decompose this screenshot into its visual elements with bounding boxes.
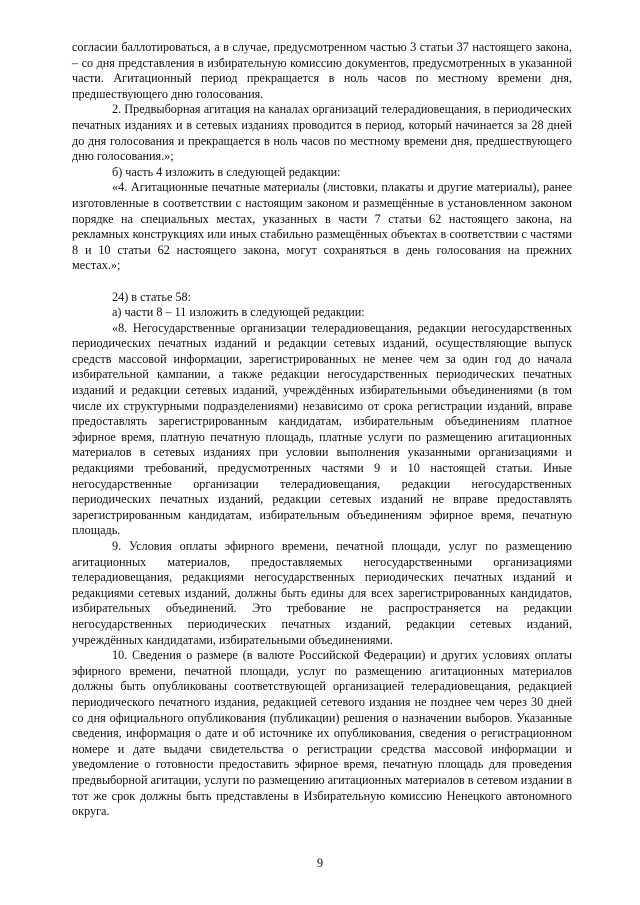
paragraph-subitem-b: б) часть 4 изложить в следующей редакции: <box>112 164 341 179</box>
paragraph-part-10: 10. Сведения о размере (в валюте Российской Федерации) и других условиях оплаты эфирного времени, печатной площади, услуг по размещению агитационных материалов должны быть опубликованы соответствующей организацией телерадиовещания, редакцией периодического печатного издания, редакцией сетевого издания не позднее чем через 30 дней со дня официального опубликования (публикации) решения о назначении выборов. Указанные сведения, информация о дате и об источнике их опубликования, сведения о регистрационном номере и дате выдачи свидетельства о регистрации средства массовой информации и уведомление о готовности предоставить эфирное время, печатную площадь для проведения предвыборной агитации, услуги по размещению агитационных материалов в сетевом издании в тот же срок должны быть представлены в Избирательную комиссию Ненецкого автономного округа. <box>72 648 572 819</box>
paragraph-part-9: 9. Условия оплаты эфирного времени, печатной площади, услуг по размещению агитационных материалов, предоставляемых негосударственными организациями телерадиовещания, редакциями негосударственных периодических печатных изданий и редакциями сетевых изданий, должны быть едины для всех зарегистрированных кандидатов, избирательных объединений. Это требование не распространяется на редакции негосударственных периодических печатных изданий, редакции сетевых изданий, учреждённых кандидатами, избирательными объединениями. <box>72 539 572 647</box>
page-number: 9 <box>316 856 324 870</box>
paragraph-part-4: «4. Агитационные печатные материалы (листовки, плакаты и другие материалы), ранее изготовленные в соответствии с настоящим законом и размещённые в установленном законом порядке на специальных местах, указанных в части 7 статьи 62 настоящего закона, на рекламных конструкциях или иных стабильно размещённых объектах в соответствии с частями 8 и 10 статьи 62 настоящего закона, могут сохраняться в день голосования на прежних местах.»; <box>72 180 572 273</box>
paragraph-subitem-a: а) части 8 – 11 изложить в следующей редакции: <box>112 305 365 320</box>
paragraph-part-2: 2. Предвыборная агитация на каналах организаций телерадиовещания, в периодических печатных изданиях и в сетевых изданиях проводится в период, который начинается за 28 дней до дня голосования и прекращается в ноль часов по местному времени дня, предшествующего дню голосования.»; <box>72 102 572 164</box>
paragraph-item-24: 24) в статье 58: <box>112 289 191 304</box>
document-body <box>72 40 572 820</box>
paragraph-part-8: «8. Негосударственные организации телерадиовещания, редакции негосударственных периодических печатных изданий и редакции сетевых изданий, осуществляющие выпуск средств массовой информации, зарегистрированных не менее чем за один год до начала избирательной кампании, а также редакции негосударственных периодических печатных изданий и редакции сетевых изданий, учреждённых избирательными объединениями (в том числе их структурными подразделениями) независимо от срока регистрации изданий, вправе предоставлять зарегистрированным кандидатам, избирательным объединениям платное эфирное время, платную печатную площадь, платные услуги по размещению агитационных материалов в сетевых изданиях при условии выполнения указанными организациями и редакциями требований, предусмотренных частями 9 и 10 настоящей статьи. Иные негосударственные организации телерадиовещания, редакции негосударственных периодических печатных изданий, редакции сетевых изданий не вправе предоставлять зарегистрированным кандидатам, избирательным объединениям эфирное время, печатную площадь. <box>72 320 572 538</box>
paragraph-continuation: согласии баллотироваться, а в случае, предусмотренном частью 3 статьи 37 настоящего закона, – со дня представления в избирательную комиссию документов, предусмотренных в указанной части. Агитационный период прекращается в ноль часов по местному времени дня, предшествующего дню голосования. <box>72 40 572 101</box>
